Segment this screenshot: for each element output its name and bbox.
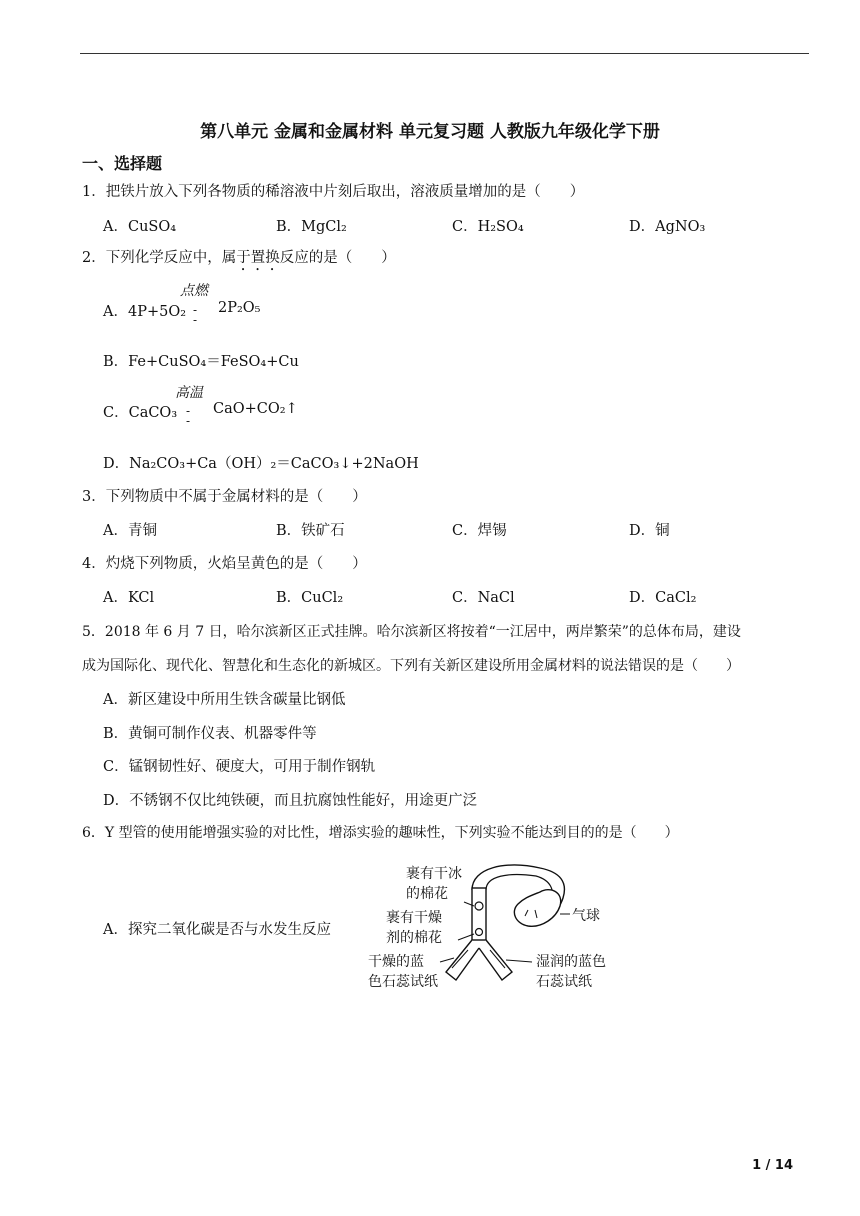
q5-option-b: B．黄铜可制作仪表、机器零件等 bbox=[103, 726, 317, 742]
question-1-stem: 1．把铁片放入下列各物质的稀溶液中片刻后取出，溶液质量增加的是（ ） bbox=[82, 184, 585, 200]
q2-c-condition: 高温 bbox=[175, 385, 203, 401]
label-dry-litmus-2: 色石蕊试纸 bbox=[368, 974, 438, 990]
q2-option-a-left: A．4P+5O₂ bbox=[103, 304, 187, 320]
q2-option-b: B．Fe+CuSO₄＝FeSO₄+Cu bbox=[103, 354, 299, 370]
y-tube-diagram bbox=[360, 862, 630, 997]
q2-option-d: D．Na₂CO₃+Ca（OH）₂＝CaCO₃↓+2NaOH bbox=[103, 456, 419, 472]
q3-option-a: A．青铜 bbox=[103, 523, 157, 539]
label-wet-litmus-1: 湿润的蓝色 bbox=[536, 954, 606, 970]
q2-stem-pre: 2．下列化学反应中，属 bbox=[82, 250, 237, 266]
q5-option-c: C．锰钢韧性好、硬度大，可用于制作钢轨 bbox=[103, 759, 376, 775]
q4-option-c: C．NaCl bbox=[452, 590, 515, 606]
q2-stem-post: 反应的是（ ） bbox=[279, 250, 396, 266]
q2-option-a-right: 2P₂O₅ bbox=[218, 300, 261, 316]
question-4-stem: 4．灼烧下列物质，火焰呈黄色的是（ ） bbox=[82, 556, 367, 572]
label-dry-ice-cotton-1: 裹有干冰 bbox=[406, 866, 462, 882]
leader-line bbox=[506, 960, 532, 962]
question-6-stem: 6．Y 型管的使用能增强实验的对比性，增添实验的趣味性，下列实验不能达到目的的是（ ） bbox=[82, 825, 679, 841]
question-2-stem bbox=[82, 246, 396, 274]
q3-option-c: C．焊锡 bbox=[452, 523, 507, 539]
question-5-stem-line-2: 成为国际化、现代化、智慧化和生态化的新城区。下列有关新区建设所用金属材料的说法错误的是（ ） bbox=[82, 658, 740, 674]
q1-option-a: A．CuSO₄ bbox=[103, 219, 177, 235]
q2-stem-emphasis: 于置换 bbox=[236, 250, 280, 266]
q4-option-d: D．CaCl₂ bbox=[629, 590, 697, 606]
q2-option-c-left: C．CaCO₃ bbox=[103, 405, 178, 421]
header-rule bbox=[80, 53, 809, 54]
q4-option-a: A．KCl bbox=[103, 590, 155, 606]
q5-option-a: A．新区建设中所用生铁含碳量比钢低 bbox=[103, 692, 346, 708]
q2-a-condition: 点燃 bbox=[180, 283, 208, 299]
reaction-dash: - - bbox=[186, 404, 191, 428]
q1-option-b: B．MgCl₂ bbox=[276, 219, 347, 235]
balloon bbox=[514, 890, 560, 927]
question-5-stem-line-1: 5．2018 年 6 月 7 日，哈尔滨新区正式挂牌。哈尔滨新区将按着“一江居中，两岸繁荣”的总体布局，建设 bbox=[82, 624, 741, 640]
desiccant-cotton bbox=[476, 929, 483, 936]
label-balloon: 气球 bbox=[572, 908, 600, 924]
q1-option-d: D．AgNO₃ bbox=[629, 219, 706, 235]
label-desiccant-cotton-1: 裹有干燥 bbox=[386, 910, 442, 926]
section-heading: 一、选择题 bbox=[82, 154, 163, 173]
y-tube-left-arm bbox=[446, 940, 479, 980]
label-desiccant-cotton-2: 剂的棉花 bbox=[386, 930, 442, 946]
label-dry-litmus-1: 干燥的蓝 bbox=[368, 954, 424, 970]
leader-line bbox=[440, 958, 454, 962]
page-title: 第八单元 金属和金属材料 单元复习题 人教版九年级化学下册 bbox=[200, 122, 660, 142]
q1-option-c: C．H₂SO₄ bbox=[452, 219, 524, 235]
q3-option-b: B．铁矿石 bbox=[276, 523, 345, 539]
page-number: 1 / 14 bbox=[752, 1158, 793, 1173]
q3-option-d: D．铜 bbox=[629, 523, 670, 539]
q5-option-d: D．不锈钢不仅比纯铁硬，而且抗腐蚀性能好，用途更广泛 bbox=[103, 793, 478, 809]
dry-ice-cotton bbox=[475, 902, 483, 910]
question-3-stem: 3．下列物质中不属于金属材料的是（ ） bbox=[82, 489, 367, 505]
q2-option-c-right: CaO+CO₂↑ bbox=[213, 401, 298, 417]
label-wet-litmus-2: 石蕊试纸 bbox=[536, 974, 592, 990]
label-dry-ice-cotton-2: 的棉花 bbox=[406, 886, 448, 902]
q6-option-a: A．探究二氧化碳是否与水发生反应 bbox=[103, 922, 331, 938]
q4-option-b: B．CuCl₂ bbox=[276, 590, 344, 606]
reaction-dash: - - bbox=[193, 303, 198, 327]
